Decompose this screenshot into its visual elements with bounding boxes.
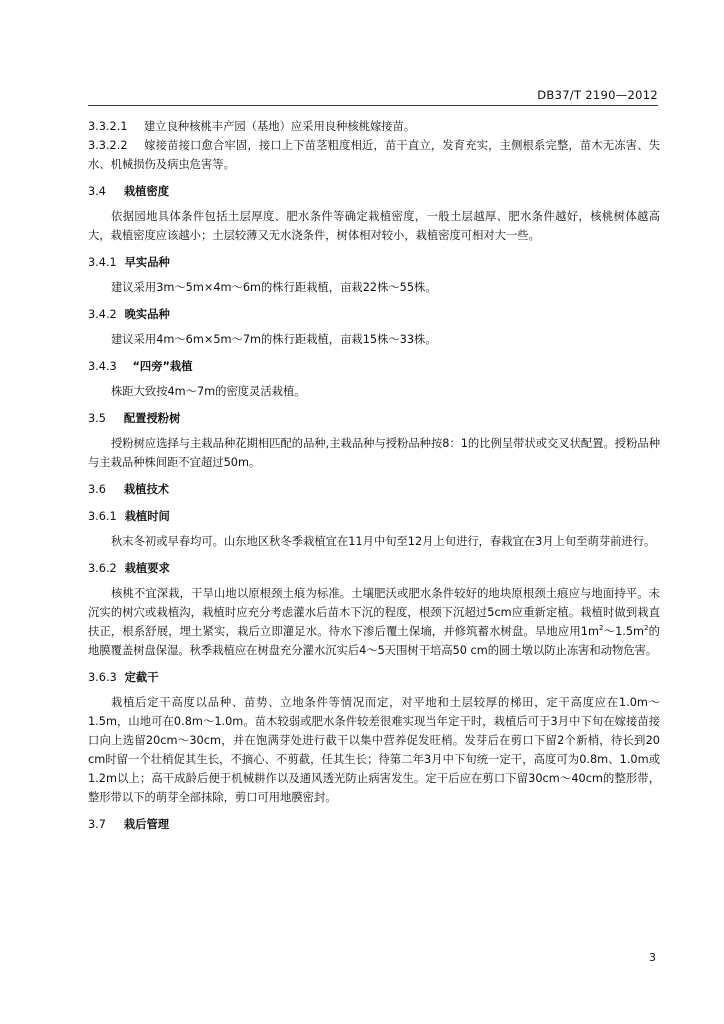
paragraph-text-part: ～1.5m <box>603 625 645 638</box>
paragraph-3-4: 依据园地具体条件包括土层厚度、肥水条件等确定栽植密度，一般土层越厚、肥水条件越好，核桃树体越高大，栽植密度应该越小；土层较薄又无水浇条件，树体相对较小，栽植密度可相对大一些。 <box>88 210 660 242</box>
heading-title: 配置授粉树 <box>123 412 181 425</box>
heading-3-7 <box>88 815 660 834</box>
heading-title: 栽后管理 <box>123 818 170 831</box>
heading-number: 3.6 <box>88 483 106 496</box>
heading-3-6-2 <box>88 559 660 578</box>
heading-number: 3.4.2 <box>88 308 117 321</box>
heading-title: 定截干 <box>124 671 159 684</box>
clause-3-3-2-2 <box>88 136 660 174</box>
heading-title: “四旁”栽植 <box>132 360 193 373</box>
heading-3-6 <box>88 480 660 499</box>
superscript: 2 <box>598 624 604 633</box>
heading-number: 3.4.1 <box>88 256 117 269</box>
clause-text: 建立良种核桃丰产园（基地）应采用良种核桃嫁接苗。 <box>144 120 416 133</box>
page-number: 3 <box>649 951 656 964</box>
paragraph-3-6-1: 秋末冬初或早春均可。山东地区秋冬季栽植宜在11月中旬至12月上旬进行，春栽宜在3月上旬至萌芽前进行。 <box>111 535 656 548</box>
heading-number: 3.5 <box>88 412 106 425</box>
heading-title: 栽植时间 <box>124 510 170 523</box>
heading-number: 3.4.3 <box>88 360 117 373</box>
paragraph-3-6-2 <box>88 584 660 660</box>
paragraph-3-4-2: 建议采用4m～6m×5m～7m的株行距栽植，亩栽15株～33株。 <box>111 333 437 346</box>
superscript: 2 <box>644 624 649 633</box>
heading-3-4 <box>88 182 660 201</box>
heading-title: 栽植技术 <box>123 483 170 496</box>
heading-3-6-3 <box>88 668 660 687</box>
heading-number: 3.7 <box>88 818 106 831</box>
heading-3-6-1 <box>88 507 660 526</box>
heading-number: 3.4 <box>88 185 106 198</box>
heading-title: 栽植密度 <box>123 185 170 198</box>
heading-number: 3.6.1 <box>88 510 117 523</box>
header-rule <box>88 105 658 106</box>
heading-title: 晚实品种 <box>124 308 170 321</box>
document-body <box>88 117 660 840</box>
clause-number: 3.3.2.1 <box>88 120 128 133</box>
paragraph-3-5: 授粉树应选择与主栽品种花期相匹配的品种,主栽品种与授粉品种按8：1的比例呈带状或交叉状配置。授粉品种与主栽品种株间距不宜超过50m。 <box>88 437 660 469</box>
heading-3-4-3 <box>88 357 660 376</box>
paragraph-text-part: 的地膜覆盖树盘保湿。秋季栽植应在树盘充分灌水沉实后4～5天围树干培高50 cm的圆土墩以防止冻害和动物危害。 <box>88 625 660 657</box>
heading-3-5 <box>88 409 660 428</box>
heading-number: 3.6.2 <box>88 562 117 575</box>
heading-title: 早实品种 <box>124 256 170 269</box>
clause-3-3-2-1 <box>88 117 660 136</box>
paragraph-3-6-3: 栽植后定干高度以品种、苗势、立地条件等情况而定，对平地和土层较厚的梯田，定干高度应在1.0m～1.5m，山地可在0.8m～1.0m。苗木较弱或肥水条件较差很难实现当年定干时，栽植后可于3月中下旬在嫁接苗接口向上选留20cm～30cm，并在饱满芽处进行截干以集中营养促发旺梢。发芽后在剪口下留2个新梢，待长到20 cm时留一个壮梢促其生长，不摘心、不剪截，任其生长；待第二年3月中下旬统一定干，高度可为0.8m、1.0m或1.2m以上；高干成龄后便于机械耕作以及通风透光防止病害发生。定干后应在剪口下留30cm～40cm的整形带，整形带以下的萌芽全部抹除，剪口可用地膜密封。 <box>88 696 660 804</box>
page-header-standard-code: DB37/T 2190—2012 <box>537 88 658 102</box>
heading-3-4-1 <box>88 253 660 272</box>
heading-title: 栽植要求 <box>124 562 170 575</box>
clause-number: 3.3.2.2 <box>88 139 128 152</box>
clause-text: 嫁接苗接口愈合牢固，接口上下苗茎粗度相近，苗干直立，发育充实，主侧根系完整，苗木无冻害、失水、机械损伤及病虫危害等。 <box>88 139 660 171</box>
paragraph-text-part: 核桃不宜深栽，干旱山地以原根颈土痕为标准。土壤肥沃或肥水条件较好的地块原根颈土痕应与地面持平。未沉实的树穴或栽植沟，栽植时应充分考虑灌水后苗木下沉的程度，根颈下沉超过5cm应重新定植。栽植时做到栽直扶正，根系舒展，埋土紧实，栽后立即灌足水。待水下渗后覆土保墒，并修筑蓄水树盘。旱地应用1m <box>88 587 660 638</box>
heading-number: 3.6.3 <box>88 671 117 684</box>
paragraph-3-4-3: 株距大致按4m～7m的密度灵活栽植。 <box>111 385 306 398</box>
paragraph-3-4-1: 建议采用3m～5m×4m～6m的株行距栽植，亩栽22株～55株。 <box>111 281 437 294</box>
heading-3-4-2 <box>88 305 660 324</box>
